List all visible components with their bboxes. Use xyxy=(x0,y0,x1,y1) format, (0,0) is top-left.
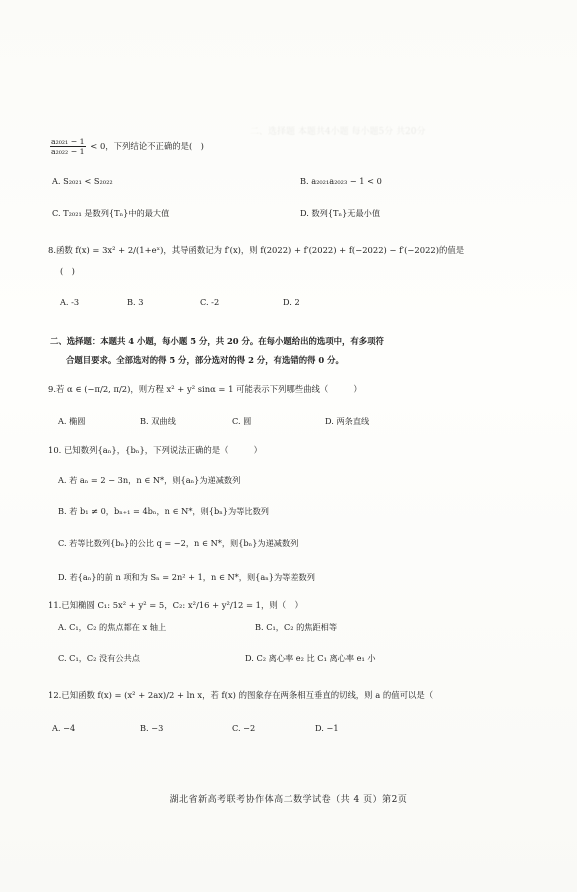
q12-option-d: D. −1 xyxy=(315,723,339,733)
q7-fraction xyxy=(50,137,86,156)
q11-option-d: D. C₂ 离心率 e₂ 比 C₁ 离心率 e₁ 小 xyxy=(245,653,376,663)
section2-heading-cont: 合题目要求。全部选对的得 5 分，部分选对的得 2 分，有选错的得 0 分。 xyxy=(66,355,344,365)
q8-option-d: D. 2 xyxy=(283,297,300,307)
bleed-through-text: 二、选择题 本题共4小题 每小题5分 共20分 xyxy=(250,127,426,137)
q10-stem: 10. 已知数列{aₙ}，{bₙ}，下列说法正确的是（ ） xyxy=(48,445,263,455)
q10-option-d: D. 若{aₙ}的前 n 项和为 Sₙ = 2n² + 1，n ∈ N*，则{aₙ}为等差数列 xyxy=(58,572,315,582)
q7-option-d: D. 数列{Tₙ}无最小值 xyxy=(300,208,381,218)
q11-stem: 11.已知椭圆 C₁: 5x² + y² = 5，C₂: x²/16 + y²/12 = 1，则（ ） xyxy=(48,600,303,610)
q10-option-a: A. 若 aₙ = 2 − 3n，n ∈ N*，则{aₙ}为递减数列 xyxy=(58,475,241,485)
q12-option-a: A. −4 xyxy=(52,723,76,733)
q11-option-c: C. C₁，C₂ 没有公共点 xyxy=(58,653,140,663)
q11-option-b: B. C₁，C₂ 的焦距相等 xyxy=(255,622,338,632)
q7-option-c: C. T₂₀₂₁ 是数列{Tₙ}中的最大值 xyxy=(52,208,170,218)
q9-option-c: C. 圆 xyxy=(232,416,252,426)
q12-option-c: C. −2 xyxy=(232,723,256,733)
q8-option-c: C. -2 xyxy=(200,297,220,307)
q7-fraction-denominator: a₂₀₂₂ − 1 xyxy=(51,147,85,156)
q9-stem: 9.若 α ∈ (−π/2, π/2)，则方程 x² + y² sinα = 1 可能表示下列哪些曲线（ ） xyxy=(48,384,362,394)
q7-condition xyxy=(50,137,204,156)
page-footer: 湖北省新高考联考协作体高二数学试卷（共 4 页）第2页 xyxy=(169,795,408,805)
q9-option-d: D. 两条直线 xyxy=(325,416,370,426)
q11-option-a: A. C₁，C₂ 的焦点都在 x 轴上 xyxy=(58,622,167,632)
q10-option-b: B. 若 b₁ ≠ 0，bₙ₊₁ = 4bₙ，n ∈ N*，则{bₙ}为等比数列 xyxy=(58,506,269,516)
q8-paren: ( ) xyxy=(60,266,75,276)
q9-option-b: B. 双曲线 xyxy=(140,416,176,426)
q8-option-b: B. 3 xyxy=(127,297,144,307)
q7-option-b: B. a₂₀₂₁a₂₀₂₃ − 1 < 0 xyxy=(300,176,382,186)
q7-fraction-numerator: a₂₀₂₁ − 1 xyxy=(51,137,85,146)
q7-option-a: A. S₂₀₂₁ < S₂₀₂₂ xyxy=(52,176,113,186)
q8-stem: 8.函数 f(x) = 3x² + 2/(1+eˣ)，其导函数记为 f′(x)，则 f(2022) + f′(2022) + f(−2022) − f′(−2022)的值是 xyxy=(48,245,465,255)
q7-stem: < 0，下列结论不正确的是( ) xyxy=(90,141,204,151)
q8-option-a: A. -3 xyxy=(60,297,80,307)
section2-heading: 二、选择题：本题共 4 小题，每小题 5 分，共 20 分。在每小题给出的选项中，有多项符 xyxy=(50,336,384,346)
q9-option-a: A. 椭圆 xyxy=(58,416,86,426)
q12-stem: 12.已知函数 f(x) = (x² + 2ax)/2 + ln x，若 f(x) 的图象存在两条相互垂直的切线，则 a 的值可以是（ xyxy=(48,690,434,700)
q12-option-b: B. −3 xyxy=(140,723,164,733)
q10-option-c: C. 若等比数列{bₙ}的公比 q = −2，n ∈ N*，则{bₙ}为递减数列 xyxy=(58,538,299,548)
